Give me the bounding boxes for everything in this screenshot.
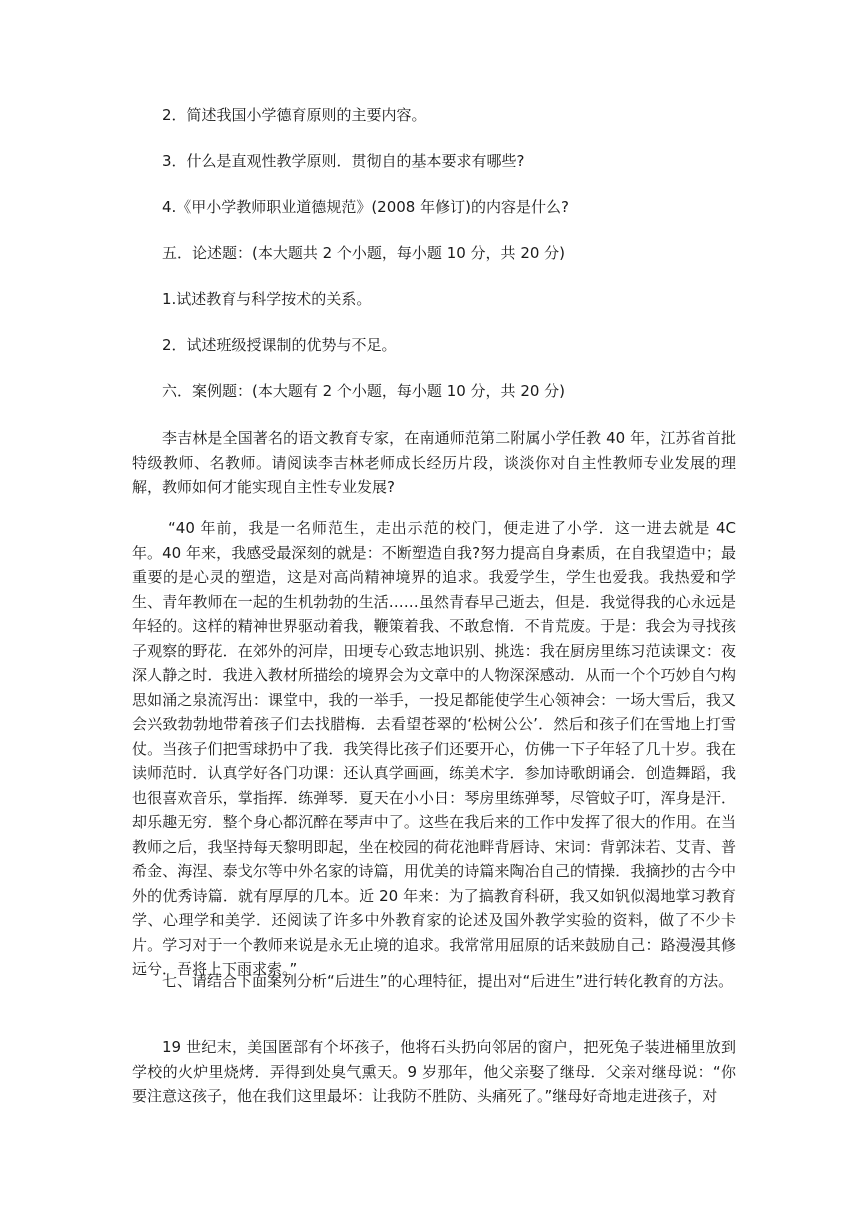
section-5-question-2: 2．试述班级授课制的优势与不足。	[162, 336, 397, 354]
section-7-heading: 七、请结合下面案列分析“后进生”的心理特征，提出对“后进生”进行转化教育的方法。	[162, 972, 734, 990]
section-5-question-1: 1.试述教育与科学按术的关系。	[162, 290, 372, 308]
section-6-heading: 六．案例题：(本大题有 2 个小题，每小题 10 分，共 20 分)	[162, 382, 566, 400]
section-7-case-paragraph: 19 世纪末，美国匿部有个坏孩子，他将石头扔向邻居的窗户，把死兔子装进桶里放到学校的火炉里烧烤．弄得到处臭气熏天。9 岁那年，他父亲娶了继母．父亲对继母说：“你要注意这孩子，他在我们这里最坏：让我防不胜防、头痛死了。”继母好奇地走进孩子，对	[132, 1038, 736, 1105]
question-4: 4.《甲小学教师职业道德规范》(2008 年修订)的内容是什么?	[162, 198, 569, 216]
section-5-heading: 五．论述题：(本大题共 2 个小题，每小题 10 分，共 20 分)	[162, 244, 566, 262]
question-2: 2．简述我国小学德育原则的主要内容。	[162, 106, 427, 124]
question-3: 3．什么是直观性教学原则．贯彻自的基本要求有哪些?	[162, 152, 525, 170]
case-quote-paragraph: “40 年前，我是一名师范生，走出示范的校门，便走进了小学．这一进去就是 4C 年。40 年来，我感受最深刻的就是：不断塑造自我?努力提高自身素质，在自我望造中；最重要的是心灵的塑造，这是对高尚精神境界的追求。我爱学生，学生也爱我。我热爱和学生、青年教师在一起的生机勃勃的生活……虽然青春早己逝去，但是．我觉得我的心永远是年轻的。这样的精神世界驱动着我，鞭策着我、不敢怠惰．不肯荒废。于是：我会为寻找孩子观察的野花．在郊外的河岸，田埂专心致志地识别、挑选：我在厨房里练习范读课文：夜深人静之时．我进入教材所描绘的境界会为文章中的人物深深感动．从而一个个巧妙自勺构思如涌之泉流泻出：课堂中，我的一举手，一投足都能使学生心领神会：一场大雪后，我又会兴致勃勃地带着孩子们去找腊梅．去看望苍翠的‘松树公公’．然后和孩子们在雪地上打雪仗。当孩子们把雪球扔中了我．我笑得比孩子们还要开心，仿佛一下子年轻了几十岁。我在读师范时．认真学好各门功课：还认真学画画，练美术字．参加诗歌朗诵会．创造舞蹈，我也很喜欢音乐，掌指挥．练弹琴．夏天在小小日：琴房里练弹琴，尽管蚊子叮，浑身是汗．却乐趣无穷．整个身心都沉醉在琴声中了。这些在我后来的工作中发挥了很大的作用。在当教师之后，我坚持每天黎明即起，坐在校园的荷花池畔背唇诗、宋词：背郭沫若、艾青、普希金、海涅、泰戈尔等中外名家的诗篇，用优美的诗篇来陶冶自己的情操．我摘抄的古今中外的优秀诗篇．就有厚厚的几本。近 20 年来：为了搞教育科研，我又如钒似渴地掌习教育学、心理学和美学．还阅读了许多中外教育家的论述及国外教学实验的资料，做了不少卡片。学习对于一个教师来说是永无止境的追求。我常常用屈原的话来鼓励自己：路漫漫其修远兮．吾将上下雨求索。”	[132, 519, 736, 978]
case-intro-paragraph: 李吉林是全国著名的语文教育专家，在南通师范第二附属小学任教 40 年，江苏省首批特级教师、名教师。请阅读李吉林老师成长经历片段，谈淡你对自主性教师专业发展的理解，教师如何才能实现自主性专业发展?	[132, 429, 736, 496]
